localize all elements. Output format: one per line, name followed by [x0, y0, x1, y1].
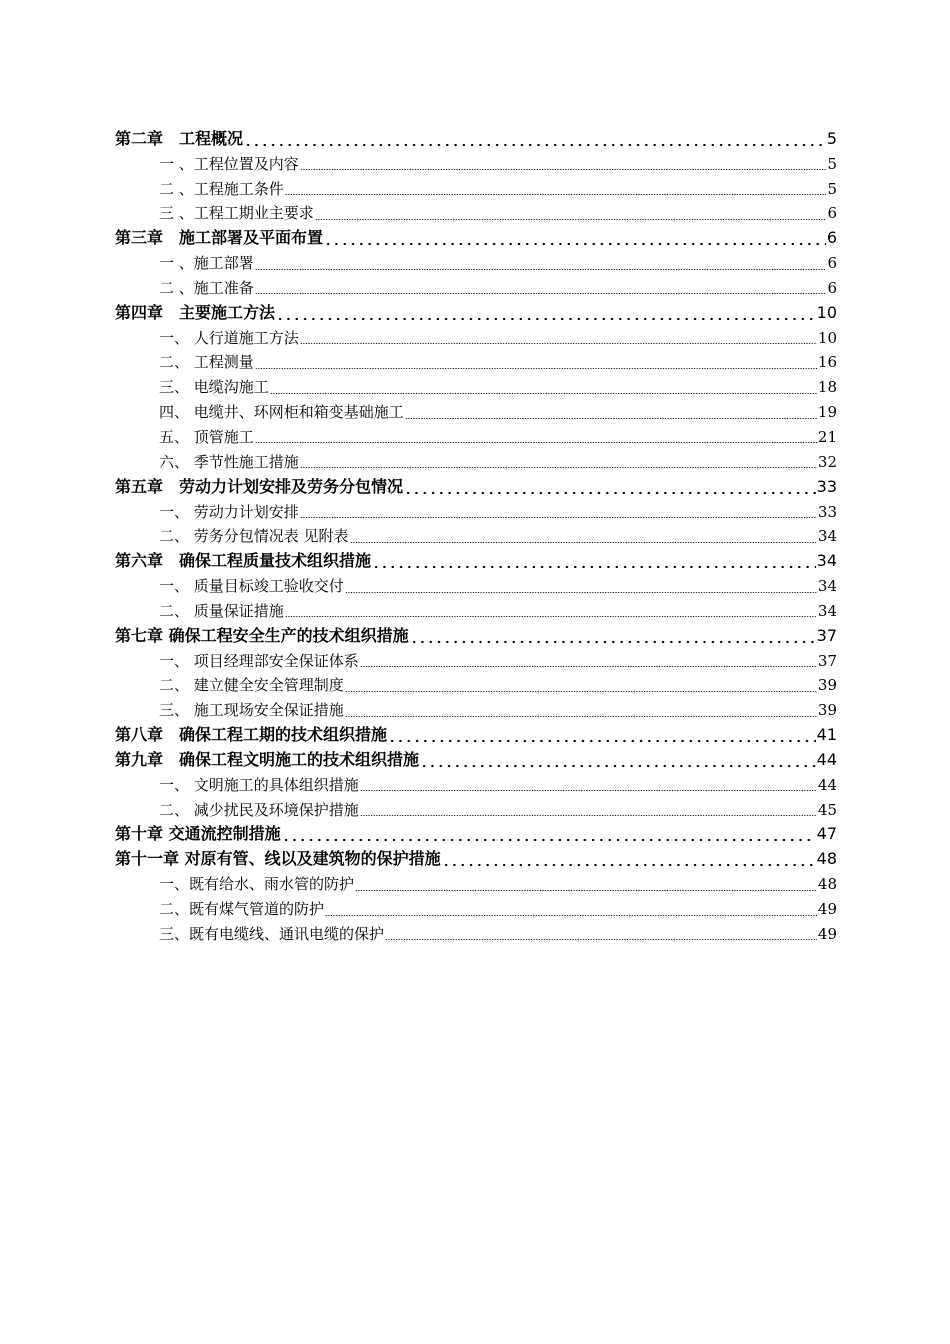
- toc-entry-title: 四、 电缆井、环网柜和箱变基础施工: [159, 403, 404, 422]
- toc-dot-leader: [300, 502, 817, 522]
- toc-entry-title: 一 、工程位置及内容: [159, 154, 299, 173]
- toc-entry-title: 一、 文明施工的具体组织措施: [159, 775, 359, 794]
- toc-dot-leader: [388, 725, 816, 745]
- toc-section-entry[interactable]: [115, 372, 837, 397]
- toc-dot-leader: [372, 551, 816, 571]
- toc-section-entry[interactable]: [115, 174, 837, 199]
- toc-entry-title: 二、 减少扰民及环境保护措施: [159, 800, 359, 819]
- toc-page-number: 49: [817, 924, 837, 943]
- toc-section-entry[interactable]: [115, 348, 837, 373]
- toc-section-entry[interactable]: [115, 596, 837, 621]
- toc-section-entry[interactable]: [115, 671, 837, 696]
- toc-page-number: 33: [817, 502, 837, 521]
- toc-entry-title: 二、 建立健全安全管理制度: [159, 676, 344, 695]
- toc-dot-leader: [255, 278, 827, 298]
- toc-page-number: 34: [817, 601, 837, 620]
- toc-dot-leader: [350, 526, 817, 546]
- toc-page-number: 39: [817, 676, 837, 695]
- toc-chapter-entry[interactable]: [115, 124, 837, 149]
- toc-page-number: 37: [816, 625, 837, 645]
- toc-page-number: 6: [827, 278, 837, 297]
- toc-dot-leader: [300, 452, 817, 472]
- toc-page-number: 37: [817, 651, 837, 670]
- toc-section-entry[interactable]: [115, 447, 837, 472]
- toc-dot-leader: [410, 626, 816, 646]
- toc-entry-title: 第六章 确保工程质量技术组织措施: [115, 551, 372, 571]
- toc-entry-title: 六、 季节性施工措施: [159, 452, 299, 471]
- toc-section-entry[interactable]: [115, 522, 837, 547]
- toc-chapter-entry[interactable]: [115, 820, 837, 845]
- toc-section-entry[interactable]: [115, 695, 837, 720]
- toc-section-entry[interactable]: [115, 273, 837, 298]
- toc-dot-leader: [270, 377, 817, 397]
- toc-entry-title: 一 、施工部署: [159, 254, 254, 273]
- toc-entry-title: 一、 项目经理部安全保证体系: [159, 651, 359, 670]
- toc-section-entry[interactable]: [115, 149, 837, 174]
- toc-entry-title: 三、 施工现场安全保证措施: [159, 701, 344, 720]
- toc-page-number: 6: [827, 204, 837, 223]
- toc-chapter-entry[interactable]: [115, 472, 837, 497]
- toc-page-number: 5: [826, 128, 837, 148]
- toc-dot-leader: [255, 352, 817, 372]
- toc-dot-leader: [255, 253, 827, 273]
- toc-dot-leader: [325, 899, 817, 919]
- toc-section-entry[interactable]: [115, 571, 837, 596]
- toc-entry-title: 二、 劳务分包情况表 见附表: [159, 527, 349, 546]
- toc-page-number: 10: [816, 302, 837, 322]
- toc-entry-title: 第八章 确保工程工期的技术组织措施: [115, 725, 388, 745]
- toc-dot-leader: [420, 750, 816, 770]
- toc-dot-leader: [285, 601, 817, 621]
- toc-page-number: 45: [817, 800, 837, 819]
- toc-entry-title: 二 、工程施工条件: [159, 179, 284, 198]
- toc-entry-title: 一、 劳动力计划安排: [159, 502, 299, 521]
- toc-dot-leader: [405, 402, 817, 422]
- toc-dot-leader: [442, 849, 816, 869]
- toc-page-number: 49: [817, 900, 837, 918]
- toc-page-number: 5: [827, 179, 837, 198]
- toc-chapter-entry[interactable]: [115, 223, 837, 248]
- toc-page-number: 6: [826, 228, 837, 248]
- toc-dot-leader: [244, 129, 826, 149]
- toc-entry-title: 第四章 主要施工方法: [115, 302, 276, 322]
- toc-entry-title: 第九章 确保工程文明施工的技术组织措施: [115, 749, 420, 769]
- toc-entry-title: 三 、工程工期业主要求: [159, 204, 314, 223]
- toc-dot-leader: [324, 228, 826, 248]
- toc-page-number: 6: [827, 254, 837, 273]
- toc-page-number: 33: [816, 476, 837, 496]
- toc-entry-title: 二、既有煤气管道的防护: [159, 900, 325, 918]
- toc-page-number: 39: [817, 701, 837, 720]
- toc-section-entry[interactable]: [115, 248, 837, 273]
- toc-entry-title: 第十一章 对原有管、线以及建筑物的保护措施: [115, 849, 441, 869]
- toc-entry-title: 二、 质量保证措施: [159, 601, 284, 620]
- toc-entry-title: 第七章 确保工程安全生产的技术组织措施: [115, 625, 409, 645]
- toc-page-number: 18: [817, 378, 837, 397]
- toc-page-number: 44: [816, 749, 837, 769]
- toc-entry-title: 第十章 交通流控制措施: [115, 824, 281, 844]
- toc-chapter-entry[interactable]: [115, 298, 837, 323]
- toc-dot-leader: [282, 824, 816, 844]
- toc-entry-title: 一、 人行道施工方法: [159, 328, 299, 347]
- toc-page-number: 16: [817, 353, 837, 372]
- toc-dot-leader: [360, 651, 817, 671]
- toc-dot-leader: [385, 924, 817, 944]
- toc-section-entry[interactable]: [115, 770, 837, 795]
- toc-dot-leader: [315, 203, 827, 223]
- toc-dot-leader: [276, 303, 816, 323]
- toc-entry-title: 第二章 工程概况: [115, 128, 244, 148]
- toc-section-entry[interactable]: [115, 795, 837, 820]
- toc-page-number: 48: [817, 875, 837, 894]
- toc-page-number: 19: [817, 403, 837, 422]
- toc-entry-title: 二、 工程测量: [159, 353, 254, 372]
- toc-entry-title: 第五章 劳动力计划安排及劳务分包情况: [115, 476, 404, 496]
- toc-entry-title: 二 、施工准备: [159, 278, 254, 297]
- toc-chapter-entry[interactable]: [115, 745, 837, 770]
- toc-section-entry[interactable]: [115, 919, 837, 944]
- toc-page-number: 21: [817, 427, 837, 446]
- toc-dot-leader: [300, 328, 817, 348]
- toc-entry-title: 第三章 施工部署及平面布置: [115, 228, 324, 248]
- toc-page-number: 34: [816, 551, 837, 571]
- toc-section-entry[interactable]: [115, 397, 837, 422]
- toc-page-number: 34: [817, 527, 837, 546]
- toc-page-number: 32: [817, 452, 837, 471]
- toc-dot-leader: [345, 576, 817, 596]
- toc-entry-title: 三、 电缆沟施工: [159, 378, 269, 397]
- toc-dot-leader: [404, 477, 816, 497]
- toc-entry-title: 一、既有给水、雨水管的防护: [159, 875, 355, 894]
- toc-dot-leader: [300, 154, 827, 174]
- toc-section-entry[interactable]: [115, 646, 837, 671]
- toc-dot-leader: [285, 179, 827, 199]
- toc-chapter-entry[interactable]: [115, 621, 837, 646]
- toc-page-number: 5: [827, 154, 837, 173]
- toc-chapter-entry[interactable]: [115, 546, 837, 571]
- toc-dot-leader: [255, 427, 817, 447]
- toc-entry-title: 五、 顶管施工: [159, 427, 254, 446]
- toc-entry-title: 三、既有电缆线、通讯电缆的保护: [159, 924, 385, 943]
- toc-page-number: 10: [817, 328, 837, 347]
- table-of-contents: [115, 124, 837, 944]
- toc-dot-leader: [360, 800, 817, 820]
- toc-dot-leader: [355, 874, 817, 894]
- toc-dot-leader: [360, 775, 817, 795]
- toc-entry-title: 一、 质量目标竣工验收交付: [159, 577, 344, 596]
- toc-section-entry[interactable]: [115, 199, 837, 224]
- toc-dot-leader: [345, 675, 817, 695]
- toc-page-number: 34: [817, 577, 837, 596]
- toc-page-number: 44: [817, 775, 837, 794]
- toc-chapter-entry[interactable]: [115, 720, 837, 745]
- toc-dot-leader: [345, 700, 817, 720]
- toc-page-number: 48: [816, 849, 837, 869]
- toc-section-entry[interactable]: [115, 869, 837, 894]
- toc-page-number: 41: [816, 725, 837, 745]
- toc-section-entry[interactable]: [115, 497, 837, 522]
- toc-section-entry[interactable]: [115, 422, 837, 447]
- toc-section-entry[interactable]: [115, 323, 837, 348]
- toc-section-entry[interactable]: [115, 894, 837, 919]
- toc-page-number: 47: [816, 824, 837, 844]
- toc-chapter-entry[interactable]: [115, 844, 837, 869]
